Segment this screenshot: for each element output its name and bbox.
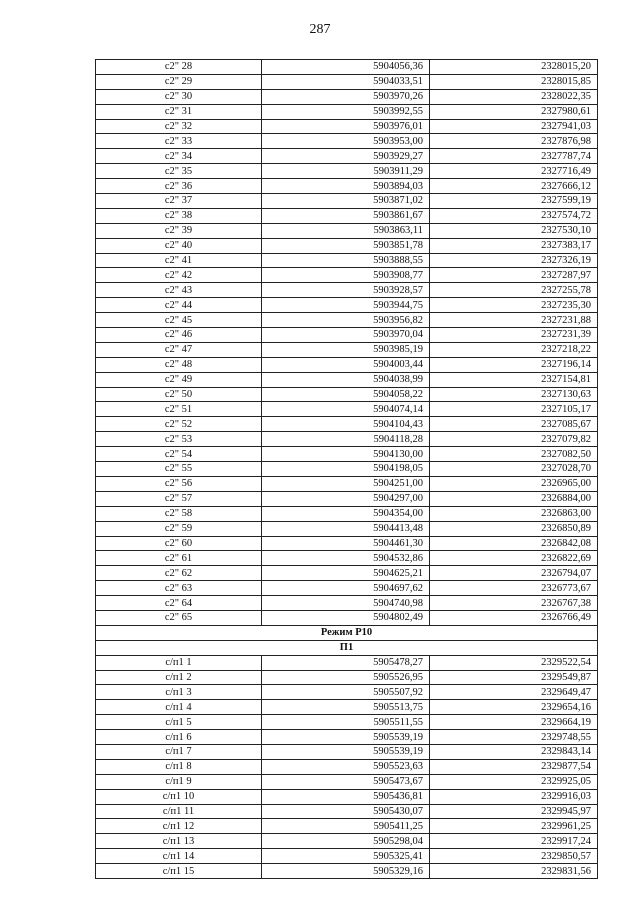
y-coordinate: 2329664,19	[430, 715, 598, 730]
x-coordinate: 5903970,04	[262, 328, 430, 343]
x-coordinate: 5904104,43	[262, 417, 430, 432]
table-row	[96, 223, 598, 238]
table-row	[96, 759, 598, 774]
point-label: с/п1 12	[96, 819, 262, 834]
point-label: с2" 46	[96, 328, 262, 343]
point-label: с2" 50	[96, 387, 262, 402]
y-coordinate: 2327231,88	[430, 313, 598, 328]
table-row	[96, 283, 598, 298]
x-coordinate: 5904802,49	[262, 610, 430, 625]
y-coordinate: 2329522,54	[430, 655, 598, 670]
x-coordinate: 5905523,63	[262, 759, 430, 774]
x-coordinate: 5905478,27	[262, 655, 430, 670]
point-label: с2" 55	[96, 462, 262, 477]
table-row	[96, 402, 598, 417]
point-label: с2" 35	[96, 164, 262, 179]
x-coordinate: 5904033,51	[262, 74, 430, 89]
table-row	[96, 104, 598, 119]
x-coordinate: 5904297,00	[262, 491, 430, 506]
y-coordinate: 2327028,70	[430, 462, 598, 477]
section-header	[96, 625, 598, 655]
y-coordinate: 2326863,00	[430, 506, 598, 521]
x-coordinate: 5904003,44	[262, 357, 430, 372]
table-row	[96, 774, 598, 789]
x-coordinate: 5903894,03	[262, 179, 430, 194]
x-coordinate: 5904118,28	[262, 432, 430, 447]
y-coordinate: 2326850,89	[430, 521, 598, 536]
point-label: с2" 37	[96, 194, 262, 209]
x-coordinate: 5904461,30	[262, 536, 430, 551]
point-label: с2" 51	[96, 402, 262, 417]
y-coordinate: 2327287,97	[430, 268, 598, 283]
table-row	[96, 610, 598, 625]
y-coordinate: 2329925,05	[430, 774, 598, 789]
point-label: с/п1 10	[96, 789, 262, 804]
x-coordinate: 5905511,55	[262, 715, 430, 730]
point-label: с2" 58	[96, 506, 262, 521]
table-row	[96, 238, 598, 253]
table-row	[96, 700, 598, 715]
point-label: с/п1 5	[96, 715, 262, 730]
x-coordinate: 5904198,05	[262, 462, 430, 477]
x-coordinate: 5904251,00	[262, 476, 430, 491]
point-label: с2" 41	[96, 253, 262, 268]
point-label: с/п1 14	[96, 849, 262, 864]
point-label: с2" 49	[96, 372, 262, 387]
table-row	[96, 566, 598, 581]
y-coordinate: 2327196,14	[430, 357, 598, 372]
x-coordinate: 5903992,55	[262, 104, 430, 119]
table-row	[96, 536, 598, 551]
point-label: с2" 40	[96, 238, 262, 253]
x-coordinate: 5905539,19	[262, 744, 430, 759]
y-coordinate: 2329850,57	[430, 849, 598, 864]
table-row	[96, 328, 598, 343]
table-row	[96, 268, 598, 283]
y-coordinate: 2329877,54	[430, 759, 598, 774]
point-label: с/п1 4	[96, 700, 262, 715]
y-coordinate: 2326822,69	[430, 551, 598, 566]
x-coordinate: 5903944,75	[262, 298, 430, 313]
point-label: с/п1 7	[96, 744, 262, 759]
x-coordinate: 5905436,81	[262, 789, 430, 804]
table-row	[96, 417, 598, 432]
table-row	[96, 476, 598, 491]
x-coordinate: 5905329,16	[262, 864, 430, 879]
x-coordinate: 5905473,67	[262, 774, 430, 789]
y-coordinate: 2327941,03	[430, 119, 598, 134]
x-coordinate: 5903928,57	[262, 283, 430, 298]
table-row	[96, 89, 598, 104]
table-row	[96, 685, 598, 700]
x-coordinate: 5905430,07	[262, 804, 430, 819]
point-label: с/п1 13	[96, 834, 262, 849]
y-coordinate: 2326766,49	[430, 610, 598, 625]
y-coordinate: 2329916,03	[430, 789, 598, 804]
table-row	[96, 134, 598, 149]
coordinates-table	[95, 59, 598, 879]
x-coordinate: 5904697,62	[262, 581, 430, 596]
y-coordinate: 2326773,67	[430, 581, 598, 596]
x-coordinate: 5903861,67	[262, 208, 430, 223]
point-label: с/п1 15	[96, 864, 262, 879]
point-label: с2" 57	[96, 491, 262, 506]
x-coordinate: 5903908,77	[262, 268, 430, 283]
y-coordinate: 2327105,17	[430, 402, 598, 417]
point-label: с2" 45	[96, 313, 262, 328]
table-row	[96, 581, 598, 596]
x-coordinate: 5904532,86	[262, 551, 430, 566]
subsection-title-row	[96, 640, 598, 655]
y-coordinate: 2328015,85	[430, 74, 598, 89]
group1-rows	[96, 60, 598, 626]
y-coordinate: 2327082,50	[430, 447, 598, 462]
table-row	[96, 551, 598, 566]
x-coordinate: 5904354,00	[262, 506, 430, 521]
x-coordinate: 5903976,01	[262, 119, 430, 134]
point-label: с/п1 1	[96, 655, 262, 670]
point-label: с2" 33	[96, 134, 262, 149]
y-coordinate: 2326842,08	[430, 536, 598, 551]
y-coordinate: 2327574,72	[430, 208, 598, 223]
table-row	[96, 655, 598, 670]
x-coordinate: 5903970,26	[262, 89, 430, 104]
x-coordinate: 5903851,78	[262, 238, 430, 253]
y-coordinate: 2327255,78	[430, 283, 598, 298]
point-label: с2" 43	[96, 283, 262, 298]
point-label: с2" 61	[96, 551, 262, 566]
table-row	[96, 432, 598, 447]
table-row	[96, 462, 598, 477]
x-coordinate: 5905411,25	[262, 819, 430, 834]
point-label: с/п1 9	[96, 774, 262, 789]
point-label: с/п1 2	[96, 670, 262, 685]
y-coordinate: 2327130,63	[430, 387, 598, 402]
y-coordinate: 2327079,82	[430, 432, 598, 447]
y-coordinate: 2327980,61	[430, 104, 598, 119]
point-label: с2" 32	[96, 119, 262, 134]
y-coordinate: 2327235,30	[430, 298, 598, 313]
point-label: с2" 44	[96, 298, 262, 313]
point-label: с2" 28	[96, 60, 262, 75]
point-label: с2" 39	[96, 223, 262, 238]
x-coordinate: 5905325,41	[262, 849, 430, 864]
table-row	[96, 819, 598, 834]
x-coordinate: 5903911,29	[262, 164, 430, 179]
table-row	[96, 342, 598, 357]
x-coordinate: 5903985,19	[262, 342, 430, 357]
subsection-title: П1	[96, 640, 598, 655]
x-coordinate: 5904074,14	[262, 402, 430, 417]
table-row	[96, 730, 598, 745]
y-coordinate: 2329917,24	[430, 834, 598, 849]
page-number: 287	[309, 22, 331, 37]
point-label: с2" 48	[96, 357, 262, 372]
point-label: с2" 34	[96, 149, 262, 164]
x-coordinate: 5905298,04	[262, 834, 430, 849]
point-label: с2" 29	[96, 74, 262, 89]
x-coordinate: 5903863,11	[262, 223, 430, 238]
table-row	[96, 60, 598, 75]
table-row	[96, 491, 598, 506]
x-coordinate: 5903888,55	[262, 253, 430, 268]
table-row	[96, 715, 598, 730]
y-coordinate: 2326767,38	[430, 596, 598, 611]
table-row	[96, 253, 598, 268]
point-label: с/п1 6	[96, 730, 262, 745]
x-coordinate: 5905507,92	[262, 685, 430, 700]
point-label: с2" 56	[96, 476, 262, 491]
x-coordinate: 5904740,98	[262, 596, 430, 611]
point-label: с2" 38	[96, 208, 262, 223]
y-coordinate: 2329549,87	[430, 670, 598, 685]
x-coordinate: 5905539,19	[262, 730, 430, 745]
table-row	[96, 521, 598, 536]
y-coordinate: 2327085,67	[430, 417, 598, 432]
table-row	[96, 387, 598, 402]
y-coordinate: 2326794,07	[430, 566, 598, 581]
y-coordinate: 2329945,97	[430, 804, 598, 819]
point-label: с2" 63	[96, 581, 262, 596]
point-label: с/п1 11	[96, 804, 262, 819]
x-coordinate: 5903929,27	[262, 149, 430, 164]
y-coordinate: 2329831,56	[430, 864, 598, 879]
x-coordinate: 5905526,95	[262, 670, 430, 685]
point-label: с2" 42	[96, 268, 262, 283]
x-coordinate: 5903953,00	[262, 134, 430, 149]
point-label: с2" 54	[96, 447, 262, 462]
point-label: с2" 59	[96, 521, 262, 536]
point-label: с2" 64	[96, 596, 262, 611]
point-label: с2" 52	[96, 417, 262, 432]
table-row	[96, 208, 598, 223]
table-row	[96, 744, 598, 759]
table-row	[96, 74, 598, 89]
table-row	[96, 849, 598, 864]
point-label: с2" 65	[96, 610, 262, 625]
y-coordinate: 2327530,10	[430, 223, 598, 238]
table-row	[96, 194, 598, 209]
point-label: с2" 60	[96, 536, 262, 551]
y-coordinate: 2329649,47	[430, 685, 598, 700]
table-row	[96, 804, 598, 819]
point-label: с2" 47	[96, 342, 262, 357]
y-coordinate: 2327876,98	[430, 134, 598, 149]
y-coordinate: 2327787,74	[430, 149, 598, 164]
y-coordinate: 2328022,35	[430, 89, 598, 104]
group2-rows	[96, 655, 598, 878]
table-row	[96, 149, 598, 164]
point-label: с/п1 8	[96, 759, 262, 774]
y-coordinate: 2329843,14	[430, 744, 598, 759]
table-row	[96, 357, 598, 372]
x-coordinate: 5904413,48	[262, 521, 430, 536]
point-label: с2" 53	[96, 432, 262, 447]
table-row	[96, 506, 598, 521]
y-coordinate: 2326965,00	[430, 476, 598, 491]
table-row	[96, 789, 598, 804]
section-title: Режим Р10	[96, 625, 598, 640]
table-row	[96, 447, 598, 462]
table-row	[96, 864, 598, 879]
x-coordinate: 5904056,36	[262, 60, 430, 75]
y-coordinate: 2327716,49	[430, 164, 598, 179]
y-coordinate: 2327218,22	[430, 342, 598, 357]
x-coordinate: 5904038,99	[262, 372, 430, 387]
table-row	[96, 834, 598, 849]
point-label: с2" 36	[96, 179, 262, 194]
x-coordinate: 5905513,75	[262, 700, 430, 715]
table-row	[96, 372, 598, 387]
y-coordinate: 2327154,81	[430, 372, 598, 387]
section-title-row	[96, 625, 598, 640]
x-coordinate: 5904058,22	[262, 387, 430, 402]
y-coordinate: 2328015,20	[430, 60, 598, 75]
x-coordinate: 5903871,02	[262, 194, 430, 209]
y-coordinate: 2327326,19	[430, 253, 598, 268]
table-row	[96, 298, 598, 313]
y-coordinate: 2329748,55	[430, 730, 598, 745]
point-label: с2" 31	[96, 104, 262, 119]
point-label: с/п1 3	[96, 685, 262, 700]
table-row	[96, 670, 598, 685]
table-row	[96, 164, 598, 179]
point-label: с2" 30	[96, 89, 262, 104]
point-label: с2" 62	[96, 566, 262, 581]
y-coordinate: 2327383,17	[430, 238, 598, 253]
table-row	[96, 179, 598, 194]
table-row	[96, 313, 598, 328]
y-coordinate: 2329654,16	[430, 700, 598, 715]
y-coordinate: 2327666,12	[430, 179, 598, 194]
y-coordinate: 2327599,19	[430, 194, 598, 209]
x-coordinate: 5904625,21	[262, 566, 430, 581]
x-coordinate: 5903956,82	[262, 313, 430, 328]
table-row	[96, 596, 598, 611]
x-coordinate: 5904130,00	[262, 447, 430, 462]
table-row	[96, 119, 598, 134]
y-coordinate: 2326884,00	[430, 491, 598, 506]
y-coordinate: 2327231,39	[430, 328, 598, 343]
y-coordinate: 2329961,25	[430, 819, 598, 834]
